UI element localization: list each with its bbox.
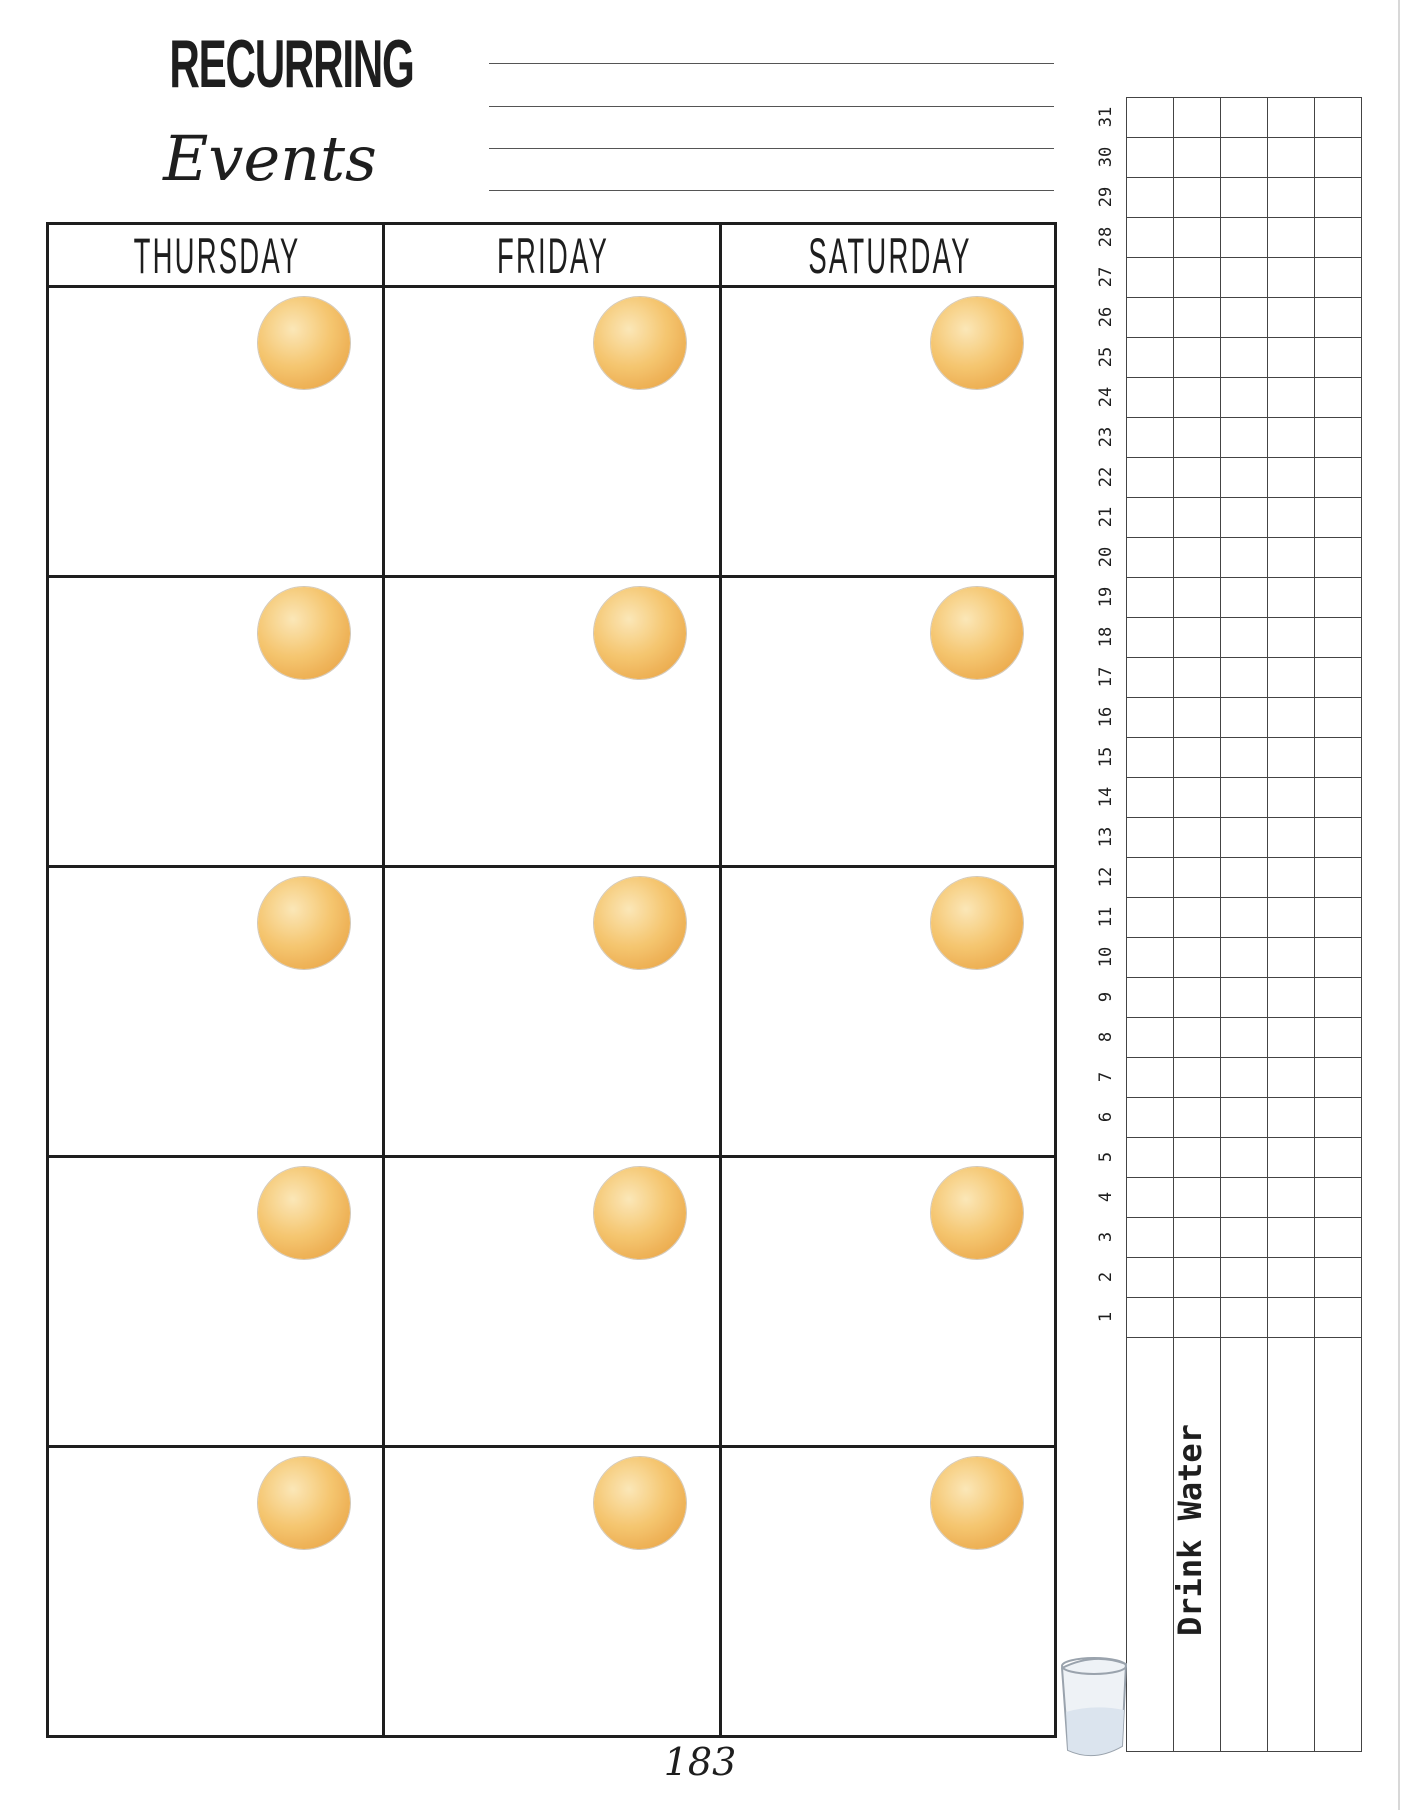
page-subtitle: Events <box>163 122 377 195</box>
water-glass-icon <box>1052 1650 1136 1768</box>
tracker-day-number: 17 <box>1096 666 1116 688</box>
tracker-day-number: 22 <box>1096 466 1116 488</box>
tracker-day-number: 10 <box>1096 946 1116 968</box>
tracker-day-number: 7 <box>1096 1071 1116 1083</box>
tracker-day-number: 15 <box>1096 746 1116 768</box>
note-line[interactable] <box>489 148 1054 149</box>
tracker-day-number: 26 <box>1096 306 1116 328</box>
tracker-day-number: 8 <box>1096 1031 1116 1043</box>
tracker-day-number: 6 <box>1096 1111 1116 1123</box>
page-number: 183 <box>663 1740 737 1784</box>
habit-tracker <box>1126 97 1362 1752</box>
watercolor-dot-icon <box>258 297 350 389</box>
watercolor-dot-icon <box>931 587 1023 679</box>
tracker-day-number: 27 <box>1096 266 1116 288</box>
tracker-day-number: 30 <box>1096 146 1116 168</box>
watercolor-dot-icon <box>258 1457 350 1549</box>
watercolor-dot-icon <box>931 877 1023 969</box>
tracker-day-number: 3 <box>1096 1231 1116 1243</box>
tracker-day-number: 4 <box>1096 1191 1116 1203</box>
watercolor-dot-icon <box>258 877 350 969</box>
day-header-thursday: THURSDAY <box>133 228 301 284</box>
tracker-day-number: 25 <box>1096 346 1116 368</box>
note-line[interactable] <box>489 190 1054 191</box>
tracker-day-number: 13 <box>1096 826 1116 848</box>
page-edge <box>1398 0 1400 1810</box>
watercolor-dot-icon <box>594 1167 686 1259</box>
tracker-day-number: 12 <box>1096 866 1116 888</box>
tracker-day-number: 1 <box>1096 1311 1116 1323</box>
day-header-saturday: SATURDAY <box>808 228 972 284</box>
tracker-day-number: 2 <box>1096 1271 1116 1283</box>
tracker-day-number: 29 <box>1096 186 1116 208</box>
note-line[interactable] <box>489 106 1054 107</box>
watercolor-dot-icon <box>258 587 350 679</box>
watercolor-dot-icon <box>594 297 686 389</box>
tracker-day-number: 9 <box>1096 991 1116 1003</box>
tracker-day-number: 20 <box>1096 546 1116 568</box>
tracker-day-number: 5 <box>1096 1151 1116 1163</box>
watercolor-dot-icon <box>594 1457 686 1549</box>
tracker-day-number: 24 <box>1096 386 1116 408</box>
tracker-day-number: 18 <box>1096 626 1116 648</box>
watercolor-dot-icon <box>258 1167 350 1259</box>
watercolor-dot-icon <box>594 877 686 969</box>
day-header-friday: FRIDAY <box>496 228 609 284</box>
tracker-day-number: 16 <box>1096 706 1116 728</box>
day-header-row <box>49 225 1054 288</box>
tracker-day-number: 11 <box>1096 906 1116 928</box>
tracker-label: Drink Water <box>1171 1424 1209 1636</box>
watercolor-dot-icon <box>931 1457 1023 1549</box>
tracker-day-number: 23 <box>1096 426 1116 448</box>
tracker-day-number: 31 <box>1096 106 1116 128</box>
tracker-day-number: 14 <box>1096 786 1116 808</box>
watercolor-dot-icon <box>931 1167 1023 1259</box>
watercolor-dot-icon <box>931 297 1023 389</box>
tracker-day-number: 19 <box>1096 586 1116 608</box>
watercolor-dot-icon <box>594 587 686 679</box>
note-line[interactable] <box>489 63 1054 64</box>
tracker-day-number: 28 <box>1096 226 1116 248</box>
page-title: RECURRING <box>169 26 414 102</box>
tracker-day-number: 21 <box>1096 506 1116 528</box>
